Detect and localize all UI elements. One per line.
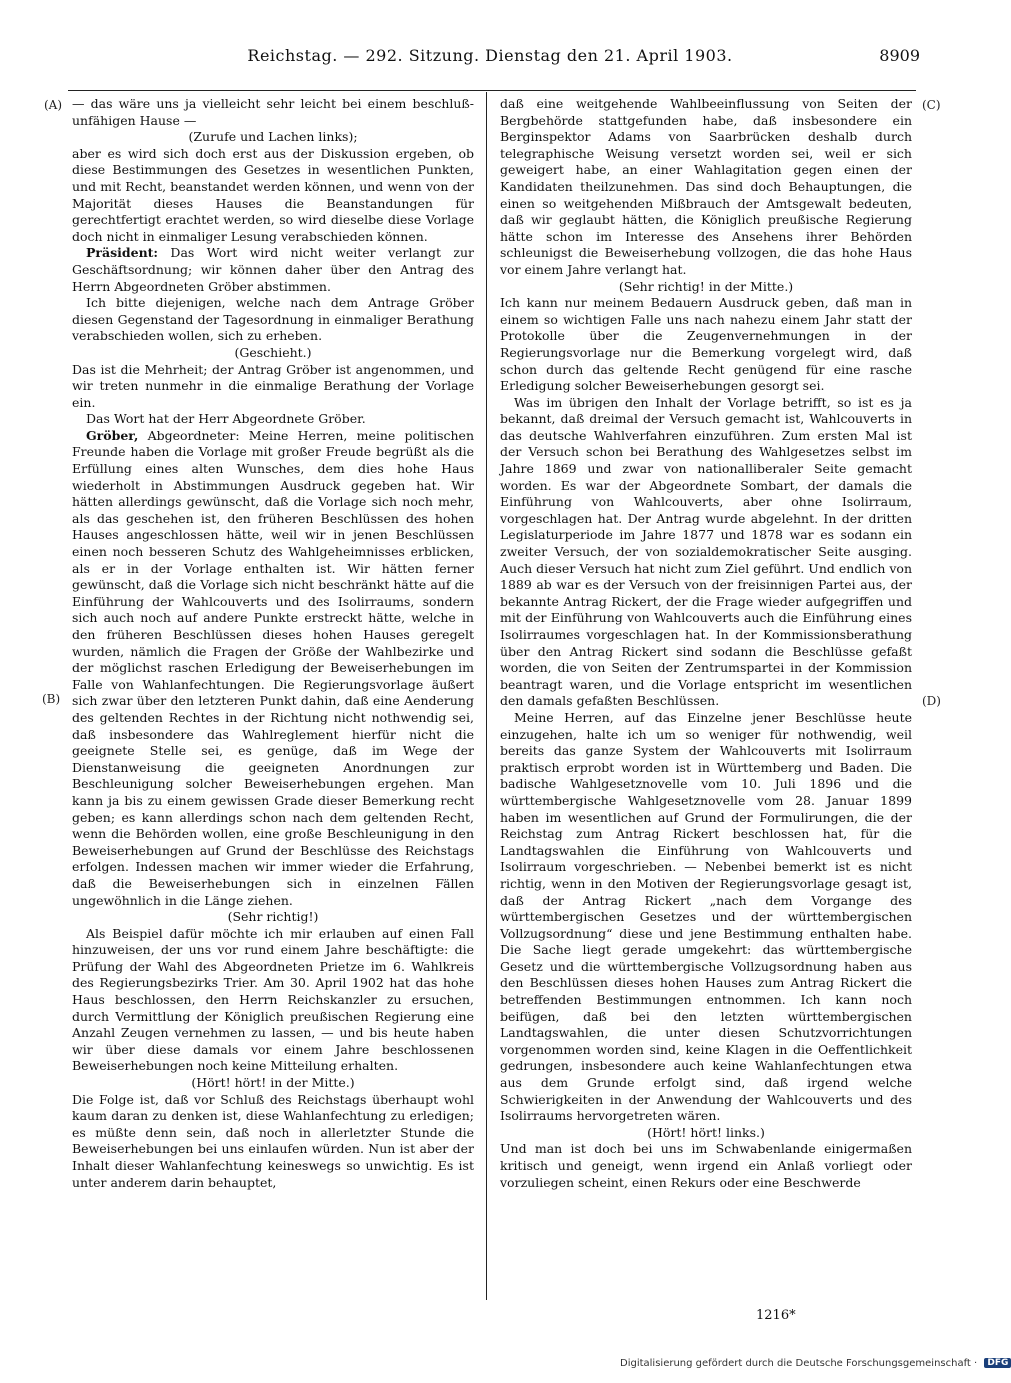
column-divider [486,92,487,1300]
paragraph-text: Meine Herren, auf das Einzelne jener Beschlüsse heute einzugehen, halte ich um so weniger für nothwendig, weil bereits das ganze System der Wahlcouverts mit Isolirraum praktisch erprobt worden ist in Württemberg und Baden. Die badische Wahlgesetznovelle vom 10. Juli 1896 und die württembergische Wahlgesetznovelle vom 28. Januar 1899 haben im wesentlichen auf Grund der Formulirungen, die der Reichstag zum Antrag Rickert beschlossen hat, für die Landtagswahlen die Einführung von Wahlcouverts und Isolirraum vorgeschrieben. — Nebenbei bemerkt ist es nicht richtig, wenn in den Motiven der Regierungsvorlage gesagt ist, daß der Antrag Rickert „nach dem Vorgange des württembergischen Gesetzes und der württembergischen Vollzugsordnung“ diese und jene Bestimmung enthalten habe. Die Sache liegt gerade umgekehrt: das württembergische Gesetz und die württembergische Vollzugsordnung haben aus den Beschlüssen dieses hohen Hauses zum Antrag Rickert die betreffenden Bestimmungen entnommen. Ich kann noch beifügen, daß bei den letzten württembergischen Landtagswahlen, die unter diesen Schutzvorrichtungen vorgenommen worden sind, keine Klagen in die Oeffentlichkeit gedrungen, insbesondere auch keine Wahlanfechtungen etwa aus dem Grunde erfolgt sind, daß irgend welche Schwierigkeiten in der Anwendung der Wahlcouverts und des Isolirraums hervorgetreten wären. [500,709,912,1124]
paragraph [72,345,474,362]
paragraph-text: (Hört! hört! in der Mitte.) [191,1075,355,1091]
paragraph [500,1125,912,1142]
paragraph [500,295,912,395]
paragraph [72,909,474,926]
paragraph-text: (Hört! hört! links.) [647,1124,765,1140]
footer-text: Digitalisierung gefördert durch die Deutsche Forschungsgemeinschaft · [620,1358,978,1369]
paragraph [500,279,912,296]
paragraph-text: Abgeordneter: Meine Herren, meine politischen Freunde haben die Vorlage mit großer Freude begrüßt als die Erfüllung eines alten Wunsches, dem dies hohe Haus wiederholt in Abstimmungen Ausdruck gegeben hat. Wir hätten allerdings gewünscht, daß die Vorlage sich noch mehr, als das geschehen ist, den früheren Beschlüssen des hohen Hauses angeschlossen hätte, weil wir in jenen Beschlüssen einen noch besseren Schutz des Wahlgeheimnisses erblicken, als er in der Vorlage enthalten ist. Wir hätten ferner gewünscht, daß die Vorlage sich nicht beschränkt hätte auf die Einführung der Wahlcouverts und des Isolirraums, sondern sich auch noch auf andere Punkte erstreckt hätte, welche in den früheren Beschlüssen dieses hohen Hauses geregelt wurden, nämlich die Fragen der Größe der Wahlbezirke und der möglichst raschen Erledigung der Beweiserhebungen im Falle von Wahlanfechtungen. Die Regierungsvorlage äußert sich zwar über den letzteren Punkt dahin, daß eine Aenderung des geltenden Rechtes in der Richtung nicht nothwendig sei, daß insbesondere das Wahlreglement hierfür nicht die geeignete Stelle sei, es genüge, daß im Wege der Dienstanweisung die geeigneten Anordnungen zur Beschleunigung solcher Beweiserhebungen ergehen. Man kann ja bis zu einem gewissen Grade dieser Bemerkung recht geben; es kann allerdings schon nach dem geltenden Recht, wenn die Behörden wollen, eine große Beschleunigung in den Beweiserhebungen auf Grund der Beschlüsse des Reichstags erfolgen. Indessen machen wir immer wieder die Erfahrung, daß die Beweiserhebungen sich in einzelnen Fällen ungewöhnlich in die Länge ziehen. [72,427,474,908]
paragraph [72,411,474,428]
paragraph [72,926,474,1075]
paragraph [500,710,912,1125]
paragraph [72,96,474,129]
paragraph [72,146,474,246]
margin-marker-b: (B) [42,692,61,706]
left-column [72,96,474,1296]
dfg-logo: DFG [984,1358,1011,1368]
page-header [60,42,920,70]
paragraph [72,295,474,345]
speaker-name: Gröber, [86,427,139,443]
paragraph [72,1092,474,1192]
right-column [500,96,912,1296]
paragraph-text: (Geschieht.) [234,344,312,360]
paragraph [72,362,474,412]
paragraph [72,428,474,909]
signature-mark: 1216* [756,1308,796,1323]
paragraph [500,395,912,710]
paragraph-text: Das Wort hat der Herr Abgeordnete Gröber. [86,411,366,427]
paragraph-text: (Sehr richtig!) [227,909,319,925]
margin-marker-d: (D) [922,694,941,708]
paragraph-text: Als Beispiel dafür möchte ich mir erlauben auf einen Fall hinzuweisen, der uns vor rund einem Jahre beschäftigte: die Prüfung der Wahl des Abgeordneten Prietze im 6. Wahlkreis des Regierungsbezirks Trier. Am 30. April 1902 hat das hohe Haus beschlossen, den Herrn Reichskanzler zu ersuchen, durch Vermittlung der Königlich preußischen Regierung eine Anzahl Zeugen vernehmen zu lassen, — und bis heute haben wir über diese damals vor einem Jahre beschlossenen Beweiserhebungen noch keine Mitteilung erhalten. [72,925,474,1074]
paragraph [72,245,474,295]
paragraph-text: daß eine weitgehende Wahlbeeinflussung von Seiten der Bergbehörde stattgefunden habe, daß insbesondere ein Berginspektor Adams von Saarbrücken deshalb durch telegraphische Weisung versetzt worden sei, weil er sich geweigert habe, an einer Wahlagitation gegen einen der Kandidaten theilzunehmen. Das sind doch Behauptungen, die einen so weitgehenden Mißbrauch der Amtsgewalt bedeuten, daß wir geglaubt hätten, die Königlich preußische Regierung hätte schon im Interesse des Ansehens ihrer Behörden schleunigst die Beweiserhebung vollzogen, die das hohe Haus vor einem Jahre verlangt hat. [500,96,912,277]
speaker-name: Präsident: [86,245,159,261]
paragraph-text: Was im übrigen den Inhalt der Vorlage betrifft, so ist es ja bekannt, daß dreimal der Versuch gemacht ist, Wahlcouverts in das deutsche Wahlverfahren einzuführen. Zum ersten Mal ist der Versuch schon bei Berathung des Wahlgesetzes selbst im Jahre 1869 und zwar von nationalliberaler Seite gemacht worden. Es war der Abgeordnete Sombart, der damals die Einführung von Wahlcouverts, aber ohne Isolirraum, vorgeschlagen hat. Der Antrag wurde abgelehnt. In der dritten Legislaturperiode im Jahre 1877 und 1878 war es sodann ein zweiter Versuch, der von sozialdemokratischer Seite ausging. Auch dieser Versuch hat nicht zum Ziel geführt. Und endlich von 1889 ab war es der Versuch von der freisinnigen Partei aus, der bekannte Antrag Rickert, der die Frage wieder aufgegriffen und mit der Einführung von Wahlcouverts auch die Einführung eines Isolirraumes vorgeschlagen hat. In der Kommissionsberathung über den Antrag Rickert sind sodann die Beschlüsse gefaßt worden, die von Seiten der Zentrumspartei in der Kommission beantragt waren, und die Vorlage entspricht im wesentlichen den damals gefaßten Beschlüssen. [500,394,912,709]
page-number: 8909 [879,46,920,65]
paragraph [500,1141,912,1191]
paragraph-text: Ich bitte diejenigen, welche nach dem Antrage Gröber diesen Gegenstand der Tagesordnung in einmaliger Berathung verabschieden wollen, sich zu erheben. [72,295,474,344]
margin-marker-a: (A) [44,98,63,112]
paragraph [500,96,912,279]
paragraph-text: (Sehr richtig! in der Mitte.) [618,278,794,294]
running-header: Reichstag. — 292. Sitzung. Dienstag den 21. April 1903. [247,46,733,65]
paragraph-text: Das ist die Mehrheit; der Antrag Gröber ist angenommen, und wir treten nunmehr in die einmalige Berathung der Vorlage ein. [72,361,474,410]
paragraph-text: (Zurufe und Lachen links); [188,129,358,145]
paragraph-text: Ich kann nur meinem Bedauern Ausdruck geben, daß man in einem so wichtigen Falle uns nach nahezu einem Jahr statt der Protokolle über die Zeugenvernehmungen in der Regierungsvorlage nur die Bemerkung vorgelegt wird, daß schon durch das geltende Recht genügend für eine rasche Erledigung solcher Beweiserhebungen gesorgt sei. [500,295,912,394]
paragraph [72,1075,474,1092]
paragraph-text: — das wäre uns ja vielleicht sehr leicht bei einem beschluß-unfähigen Hause — [72,96,474,128]
footer [620,1358,1009,1376]
paragraph-text: Und man ist doch bei uns im Schwabenlande einigermaßen kritisch und geneigt, wenn irgend ein Anlaß vorliegt oder vorzuliegen scheint, einen Rekurs oder eine Beschwerde [500,1141,912,1190]
paragraph-text: Die Folge ist, daß vor Schluß des Reichstags überhaupt wohl kaum daran zu denken ist, diese Wahlanfechtung zu erledigen; es müßte denn sein, daß noch in allerletzter Stunde die Beweiserhebungen bei uns einlaufen würden. Nun ist aber der Inhalt dieser Wahlanfechtung keineswegs so unwichtig. Es ist unter anderem darin behauptet, [72,1091,474,1190]
paragraph-text: Das Wort wird nicht weiter verlangt zur Geschäftsordnung; wir können daher über den Antrag des Herrn Abgeordneten Gröber abstimmen. [72,245,474,294]
margin-marker-c: (C) [922,98,941,112]
header-rule [68,90,916,91]
paragraph [72,129,474,146]
paragraph-text: aber es wird sich doch erst aus der Diskussion ergeben, ob diese Bestimmungen des Gesetzes in wesentlichen Punkten, und mit Recht, beanstandet werden können, und wenn von der Majorität dieses Hauses die Beanstandungen für gerechtfertigt erachtet werden, so wird dieselbe diese Vorlage doch nicht in einmaliger Lesung verabschieden können. [72,145,474,244]
